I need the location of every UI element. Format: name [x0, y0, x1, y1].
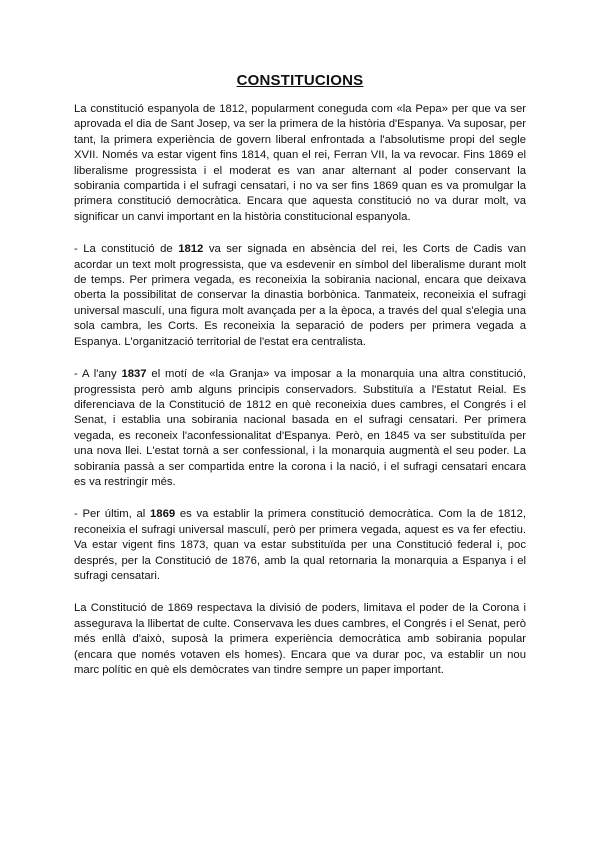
paragraph-1869-lead: - Per últim, al: [74, 508, 151, 521]
paragraph-1812-text: va ser signada en absència del rei, les Corts de Cadis van acordar un text molt progressista, que va esdevenir en símbol del liberalisme durant molt de temps. Per primera vegada, es reconeixia la sobirania nacional, encara que deixava oberta la possibilitat de conservar la dinastia borbònica. Tanmateix, reconeixia el sufragi universal masculí, una figura molt avançada per a la època, a través del qual s'elegia una sola cambra, les Corts. Es reconeixia la separació de poders per primera vegada a Espanya. L'organització territorial de l'estat era centralista.: [74, 243, 526, 348]
paragraph-1837-text: el motí de «la Granja» va imposar a la monarquia una altra constitució, progressista però amb alguns principis conservadors. Substituïa a l'Estatut Reial. Es diferenciava de la Constitució de 1812 en què reconeixia dues cambres, el Congrés i el Senat, i establia una sobirania nacional basada en el sufragi censatari. Per primera vegada, es reconeix l'aconfessionalitat d'Espanya. Però, en 1845 va ser substituïda per una nova llei. L'estat tornà a ser confessional, i la monarquia augmentà el seu poder. La sobirania passà a ser compartida entre la corona i la nació, i el sufragi censatari encara es va restringir més.: [74, 368, 526, 488]
document-body: [74, 102, 526, 695]
page-title: CONSTITUCIONS: [236, 72, 364, 89]
paragraph-1837: [74, 367, 526, 490]
year-1812: 1812: [178, 243, 204, 256]
paragraph-1869: [74, 507, 526, 584]
closing-paragraph: La Constitució de 1869 respectava la divisió de poders, limitava el poder de la Corona i assegurava la llibertat de culte. Conservava les dues cambres, el Congrés i el Senat, però més enllà d'això, suposà la primera experiència democràtica amb sobirania popular (encara que només votaven els homes). Encara que va durar poc, va establir un nou marc polític en què els demòcrates van tindre sempre un paper important.: [74, 602, 526, 676]
year-1837: 1837: [121, 368, 147, 381]
paragraph-1812: [74, 242, 526, 350]
year-1869: 1869: [150, 508, 176, 521]
intro-paragraph: La constitució espanyola de 1812, popularment coneguda com «la Pepa» per que va ser aprovada el dia de Sant Josep, va ser la primera de la història d'Espanya. Va suposar, per tant, la primera experiència de govern liberal enfrontada a l'absolutisme propi del segle XVII. Només va estar vigent fins 1814, quan el rei, Ferran VII, la va revocar. Fins 1869 el liberalisme progressista i el moderat es van anar alternant al poder conservant la sobirania compartida i el sufragi censatari, i no va ser fins 1869 quan es va promulgar la primera constitució democràtica. Encara que aquesta constitució no va durar molt, va significar un canvi important en la història constitucional espanyola.: [74, 103, 526, 223]
paragraph-1812-lead: - La constitució de: [74, 243, 179, 256]
paragraph-1869-text: es va establir la primera constitució democràtica. Com la de 1812, reconeixia el sufragi universal masculí, però per primera vegada, aquest es va fer efectiu. Va estar vigent fins 1873, quan va estar substituïda per una Constitució federal i, poc després, per la Constitució de 1876, amb la qual retornaria la monarquia a Espanya i el sufragi censatari.: [74, 508, 526, 582]
paragraph-1837-lead: - A l'any: [74, 368, 122, 381]
